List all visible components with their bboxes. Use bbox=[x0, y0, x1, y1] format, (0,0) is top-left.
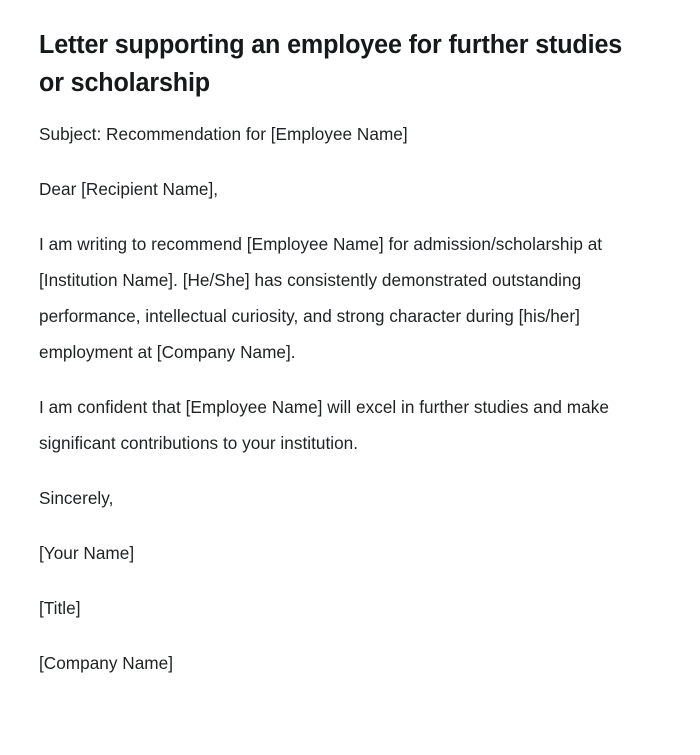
letter-paragraph-2: I am confident that [Employee Name] will excel in further studies and make significant contributions to your institution. bbox=[39, 397, 609, 453]
signature-company: [Company Name] bbox=[39, 653, 174, 673]
page-title: Letter supporting an employee for further studies or scholarship bbox=[39, 31, 623, 97]
letter-closing: Sincerely, bbox=[39, 488, 114, 508]
signature-title: [Title] bbox=[39, 598, 81, 618]
letter-salutation: Dear [Recipient Name], bbox=[39, 179, 219, 199]
letter-paragraph-1: I am writing to recommend [Employee Name] for admission/scholarship at [Institution Name]. [He/She] has consistently demonstrated outstanding performance, intellectual curiosity, and strong character during [his/her] employment at [Company Name]. bbox=[39, 234, 603, 362]
signature-name: [Your Name] bbox=[39, 543, 135, 563]
letter-subject-line: Subject: Recommendation for [Employee Name] bbox=[39, 124, 408, 144]
letter-body bbox=[39, 116, 660, 681]
